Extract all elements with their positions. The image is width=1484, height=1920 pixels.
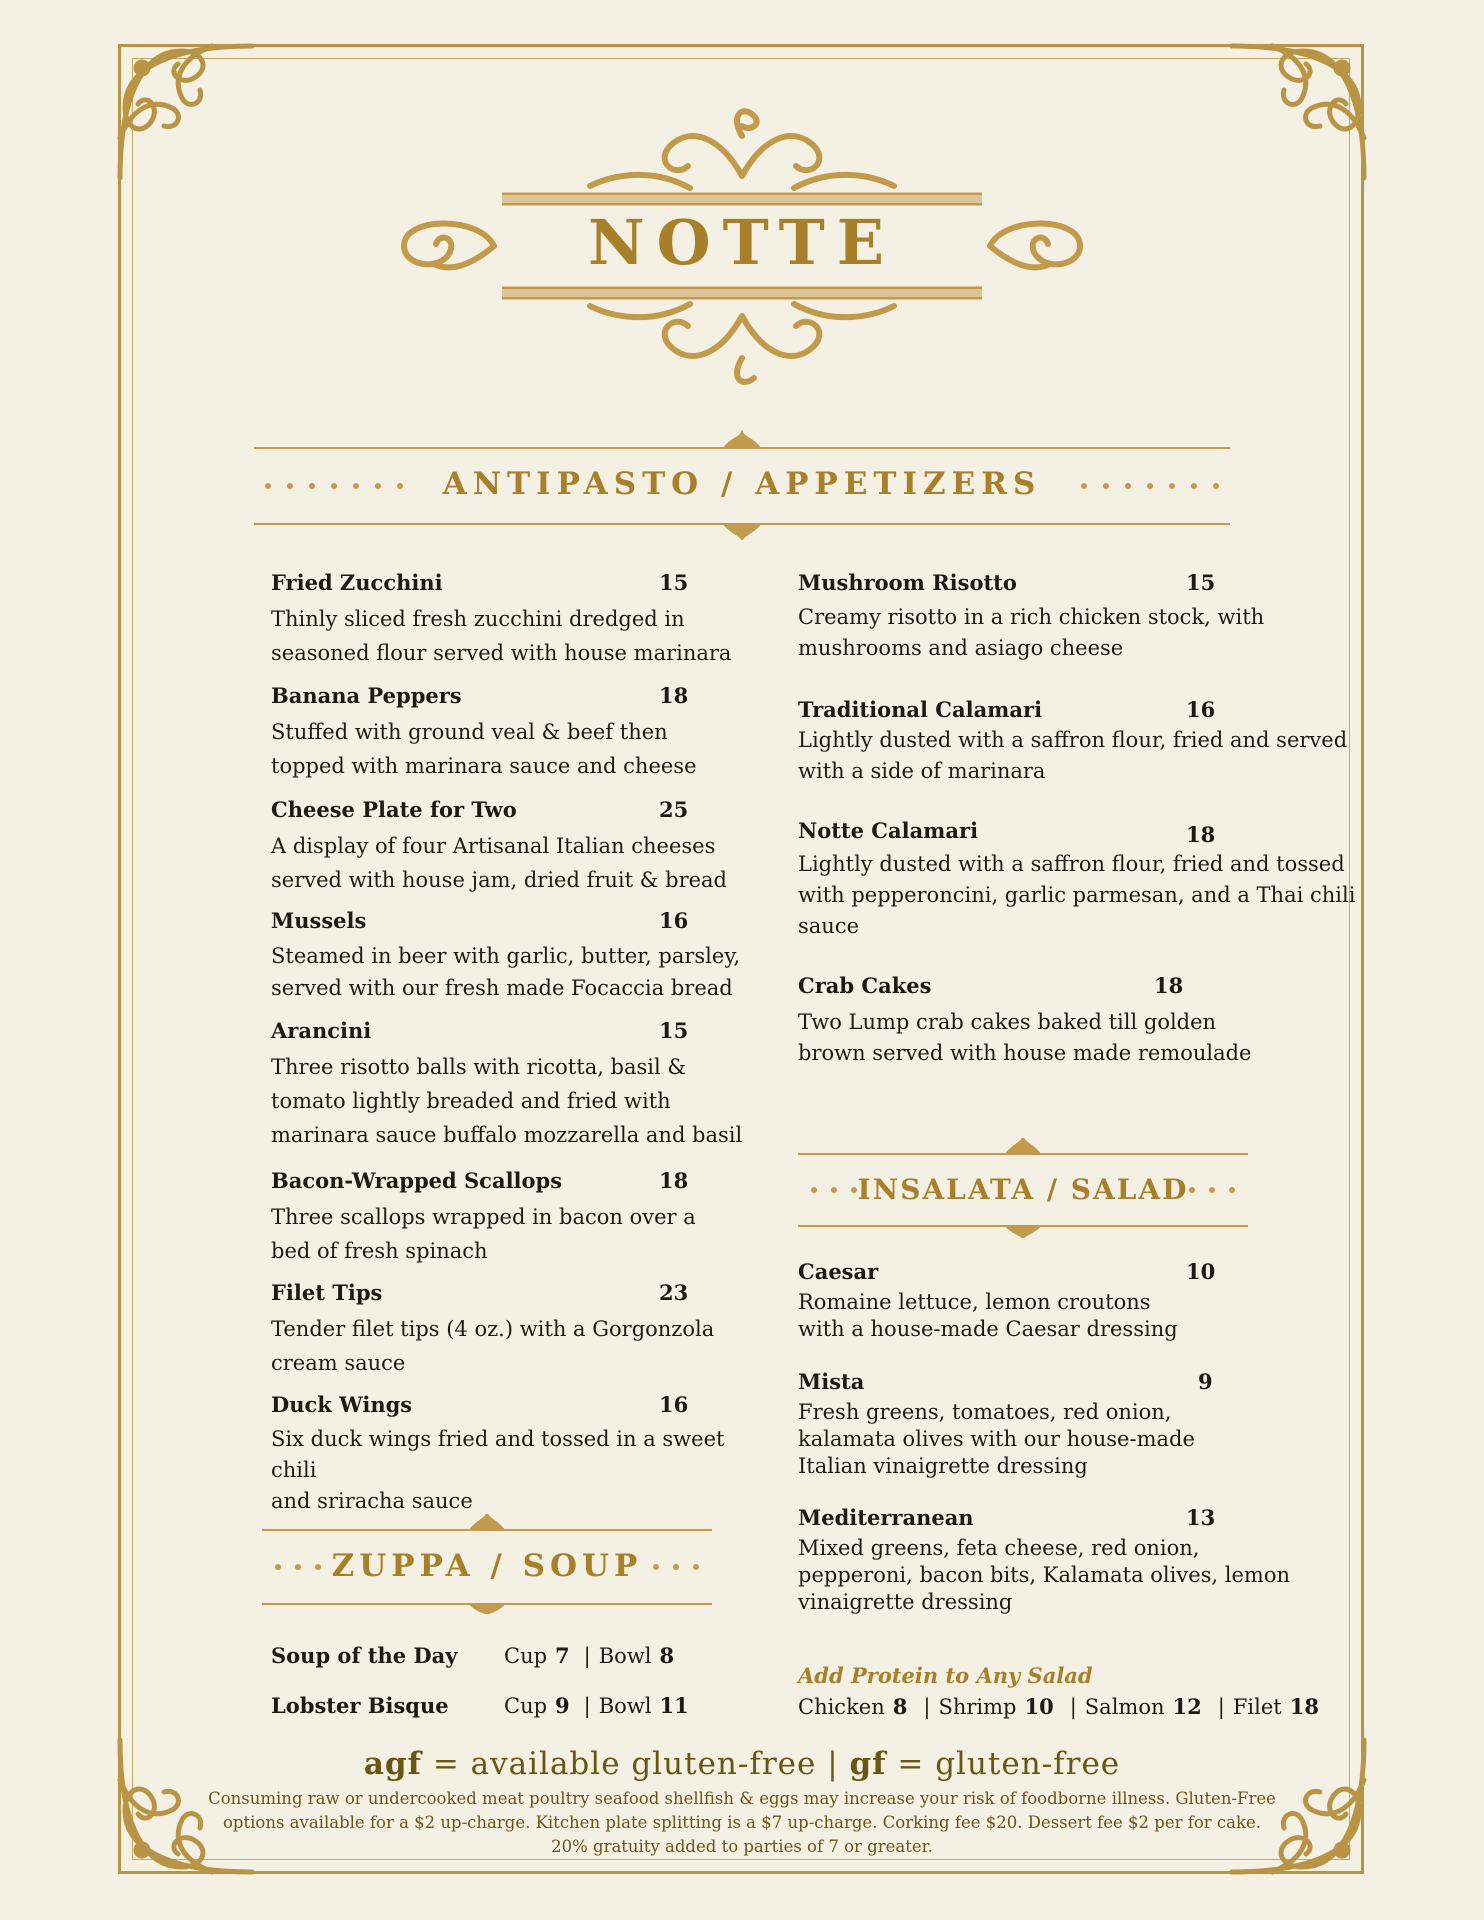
item-sizes: Cup 7 | Bowl 8	[504, 1643, 675, 1668]
item-name: Duck Wings	[271, 1392, 413, 1417]
item-name: Caesar	[798, 1259, 879, 1284]
soup-heading	[262, 1514, 712, 1614]
item-description: Mixed greens, feta cheese, red onion, pepperoni, bacon bits, Kalamata olives, lemon vinaigrette dressing	[798, 1536, 1290, 1614]
appetizers-title: ANTIPASTO / APPETIZERS	[442, 466, 1042, 502]
item-description: Creamy risotto in a rich chicken stock, with mushrooms and asiago cheese	[798, 605, 1265, 660]
item-name: Mussels	[271, 908, 367, 933]
corner-ornament-top-left	[112, 38, 262, 188]
item-price: 18	[1186, 822, 1216, 847]
item-description: Lightly dusted with a saffron flour, fried and served with a side of marinara	[798, 728, 1348, 783]
item-description: Romaine lettuce, lemon croutons with a house-made Caesar dressing	[798, 1290, 1178, 1341]
disclaimer: Consuming raw or undercooked meat poultry seafood shellfish & eggs may increase your risk of foodborne illness. Gluten-Free options available for a $2 up-charge. Kitchen plate splitting is a $7 up-charge. Corking fee $20. Dessert fee $2 per for cake. 20% gratuity added to parties of 7 or greater.	[208, 1789, 1276, 1856]
item-description: Thinly sliced fresh zucchini dredged in seasoned flour served with house marinara	[271, 607, 732, 665]
item-name: Traditional Calamari	[798, 697, 1043, 722]
item-description: A display of four Artisanal Italian cheeses served with house jam, dried fruit & bread	[271, 834, 728, 892]
appetizers-heading	[254, 430, 1230, 540]
item-description: Lightly dusted with a saffron flour, fried and tossed with pepperoncini, garlic parmesan, and a Thai chili sauce	[798, 852, 1356, 938]
item-name: Banana Peppers	[271, 683, 462, 708]
item-description: Three risotto balls with ricotta, basil & tomato lightly breaded and fried with marinara sauce buffalo mozzarella and basil	[271, 1055, 743, 1147]
item-name: Mushroom Risotto	[798, 570, 1017, 595]
item-price: 18	[659, 1168, 689, 1193]
protein-options: Chicken 8 | Shrimp 10 | Salmon 12 | Filet 18	[798, 1694, 1319, 1719]
item-price: 18	[1154, 973, 1184, 998]
item-name: Cheese Plate for Two	[271, 797, 517, 822]
salad-title: INSALATA / SALAD	[857, 1173, 1189, 1206]
item-price: 15	[1186, 570, 1216, 595]
item-name: Fried Zucchini	[271, 570, 443, 595]
item-name: Arancini	[271, 1018, 372, 1043]
item-price: 16	[1186, 697, 1216, 722]
item-name: Notte Calamari	[798, 818, 979, 843]
item-price: 10	[1186, 1259, 1216, 1284]
restaurant-name: NOTTE	[588, 206, 896, 279]
item-price: 16	[659, 908, 689, 933]
item-name: Soup of the Day	[271, 1643, 458, 1668]
item-price: 16	[659, 1392, 689, 1417]
item-description: Steamed in beer with garlic, butter, parsley, served with our fresh made Focaccia bread	[271, 944, 741, 1000]
item-description: Three scallops wrapped in bacon over a bed of fresh spinach	[271, 1205, 696, 1263]
item-sizes: Cup 9 | Bowl 11	[504, 1693, 689, 1718]
item-name: Mediterranean	[798, 1505, 974, 1530]
item-name: Filet Tips	[271, 1280, 383, 1305]
item-name: Mista	[798, 1369, 865, 1394]
item-price: 15	[659, 1018, 689, 1043]
item-price: 25	[659, 797, 689, 822]
item-price: 13	[1186, 1505, 1216, 1530]
soup-title: ZUPPA / SOUP	[331, 1548, 643, 1584]
item-description: Stuffed with ground veal & beef then topped with marinara sauce and cheese	[271, 720, 697, 778]
item-description: Two Lump crab cakes baked till golden brown served with house made remoulade	[798, 1010, 1252, 1065]
item-description: Six duck wings fried and tossed in a sweet chili and sriracha sauce	[271, 1427, 725, 1513]
title-block	[390, 96, 1094, 396]
item-price: 23	[659, 1280, 689, 1305]
salad-heading	[798, 1138, 1248, 1238]
item-price: 9	[1198, 1369, 1213, 1394]
item-name: Lobster Bisque	[271, 1693, 449, 1718]
item-price: 15	[659, 570, 689, 595]
item-name: Bacon-Wrapped Scallops	[271, 1168, 563, 1193]
item-price: 18	[659, 683, 689, 708]
item-name: Crab Cakes	[798, 973, 932, 998]
item-description: Tender filet tips (4 oz.) with a Gorgonzola cream sauce	[271, 1317, 715, 1375]
corner-ornament-top-right	[1222, 38, 1372, 188]
gluten-free-legend: agf = available gluten-free | gf = gluten-free	[363, 1746, 1121, 1782]
item-description: Fresh greens, tomatoes, red onion, kalamata olives with our house-made Italian vinaigrette dressing	[798, 1400, 1195, 1478]
protein-title: Add Protein to Any Salad	[798, 1663, 1093, 1688]
